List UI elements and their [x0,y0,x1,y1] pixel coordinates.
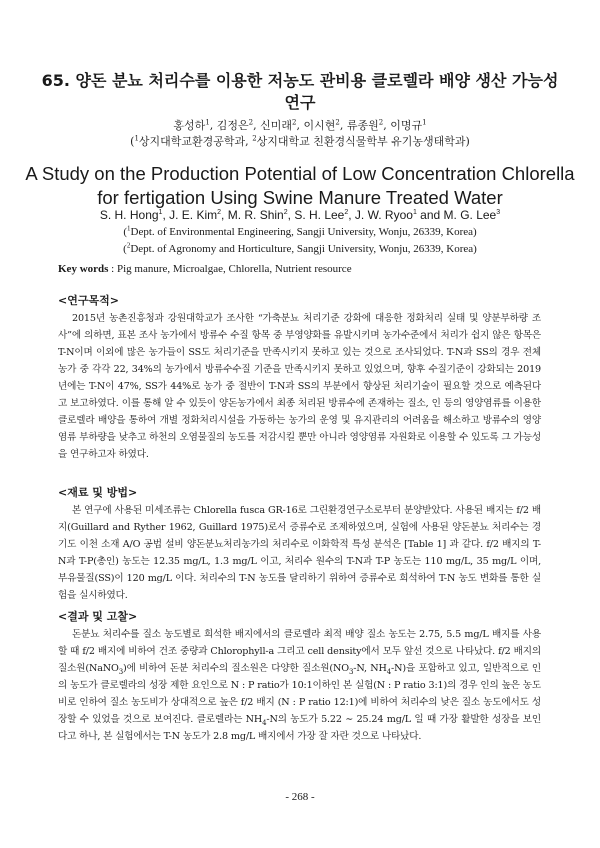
korean-authors: 홍성하$^1$, 김정은$^2$, 신미래$^2$, 이시현$^2$, 류종원$^2$, 이명규$^1$ [173,118,427,132]
subscript: 3 [348,667,354,676]
section-title-methods: <재료 및 방법> [58,486,138,499]
section-title-purpose: <연구목적> [58,294,119,307]
paren-open: ( [123,226,127,238]
keywords-text: Pig manure, Microalgae, Chlorella, Nutrient resource [116,263,352,275]
author-separator: and [416,208,444,222]
author-en: S. H. Hong [99,208,159,222]
results-paragraph [58,626,541,745]
english-authors [40,207,560,223]
results-text: )에 비하여 돈분 처리수의 질소원은 다양한 질소원(NO [123,663,349,674]
author-en-affil-mark: 2 [217,209,222,216]
author-ko-affil-mark: 1 [205,118,210,127]
paren-open: ( [130,135,135,148]
affiliation-text: Dept. of Environmental Engineering, Sangji University, Wonju, 26339, Korea) [130,226,477,238]
subscript: 3 [118,667,124,676]
korean-affiliation [40,134,560,150]
affiliation-text: Dept. of Agronomy and Horticulture, Sangji University, Wonju, 26339, Korea) [130,243,477,255]
author-en-affil-mark: 1 [158,209,163,216]
author-ko: 류종원 [346,119,379,132]
section-title-results: <결과 및 고찰> [58,610,138,623]
page-number: - 268 - [285,791,315,803]
author-ko: 이명규 [390,119,423,132]
affil-mark: 2 [126,241,131,250]
subscript: 4 [262,718,267,727]
affiliation-1-ko: 상지대학교환경공학과, [138,135,253,148]
subscript: 4 [386,667,392,676]
author-separator: , [348,208,355,222]
korean-title: 65. 양돈 분뇨 처리수를 이용한 저농도 관비용 클로렐라 배양 생산 가능성 연구 [41,71,559,112]
author-en-affil-mark: 1 [412,209,417,216]
author-en: S. H. Lee [294,208,345,222]
author-ko-affil-mark: 2 [292,118,297,127]
author-en-affil-mark: 2 [283,209,288,216]
paren-open: ( [123,243,127,255]
author-en-affil-mark: 3 [496,209,501,216]
english-affiliation-2 [40,242,560,257]
author-en: J. E. Kim [169,208,218,222]
author-separator: , [221,208,228,222]
purpose-paragraph: 2015년 농촌진흥청과 강원대학교가 조사한 “가축분뇨 처리기준 강화에 대응한 정화처리 실태 및 양분부하량 조사”에 의하면, 표본 조사 농가에서 방류수 수질 항목 중 부영양화를 유발시키며 농가수준에서 처리가 쉽지 않은 항목은 T-N이며 이외에 많은 농가들이 SS도 처리기준을 만족시키지 못하고 있는 것으로 조사되었다. T-N과 SS의 경우 전체 농가 중 각각 22, 34%의 농가에서 방류수수질 기준을 만족시키지 못하고 있었으며, 향후 수질기준이 강화되는 2019년에는 T-N이 47%, SS가 44%로 농가 중 절반이 T-N과 SS의 부분에서 향상된 처리기술이 필요할 것으로 예측된다고 보고하였다. 이를 통해 알 수 있듯이 양돈농가에서 최종 처리된 방류수에 존재하는 질소, 인 등의 영양염류를 이용한 클로렐라 배양을 통하여 개별 정화처리시설을 가동하는 농가의 운영 및 유지관리의 어려움을 해소하고 방류수의 영양염류 부하량을 낮추고 하천의 오염물질의 농도를 저감시킬 뿐만 아니라 영양염류 자원화로 이용할 수 있도록 그 가능성을 연구하고자 하였다. [58,313,541,460]
affil-mark: 2 [252,134,257,143]
author-en: M. R. Shin [227,208,284,222]
author-en: M. G. Lee [443,208,497,222]
affil-mark: 1 [127,224,131,233]
author-ko: 이시현 [303,119,336,132]
keywords-separator: : [108,263,117,275]
author-ko-affil-mark: 2 [248,118,254,127]
english-title: A Study on the Production Potential of Low Concentration Chlorella for fertigation Using Swine Manure Treated Water [25,163,575,208]
author-ko: 홍성하 [173,119,206,132]
affil-mark: 1 [134,134,139,143]
results-text: 돈분뇨 처리수를 질소 농도별로 희석한 배지에서의 클로렐라 최적 배양 질소 농도는 2.75, 5.5 mg/L 배지를 사용할 때 f/2 배지에 비하여 건조 중량과 Chlorophyll-a 그리고 cell density에서 모두 앞선 것으로 나타났다. f/2 배지의 질소원(NaNO [58,629,541,674]
results-text: -N의 농도가 5.22 ∼ 25.24 mg/L 일 때 가장 활발한 성장을 보인다고 하나, 본 실험에서는 T-N 농도가 2.8 mg/L 배지에서 가장 잘 자란 것으로 나타났다. [58,714,542,742]
affiliation-2-ko: 상지대학교 친환경식물학부 유기농생태학과) [256,135,470,148]
results-text: -N, NH [353,663,387,674]
keywords-label: Key words [58,263,109,275]
author-ko: 신미래 [260,119,293,132]
english-affiliation-1 [40,225,560,240]
author-ko-affil-mark: 2 [378,118,384,127]
author-ko-affil-mark: 1 [422,118,427,127]
author-separator: , [287,208,295,222]
author-en: J. W. Ryoo [354,208,413,222]
author-ko: 김정은 [216,119,249,132]
results-text: -N)을 포함하고 있고, 일반적으로 인의 농도가 클로렐라의 성장 제한 요인으로 N : P ratio가 10:1이하인 본 실험(N : P ratio 3:1)의 경우 인의 높은 농도비로 인하여 질소 농도비가 상대적으로 높은 f/2 배지 (N : P ratio 12:1)에 비하여 처리수의 낮은 질소 농도에서도 성장할 수 있었을 것으로 보여진다. 클로렐라는 NH [58,663,541,725]
methods-paragraph: 본 연구에 사용된 미세조류는 Chlorella fusca GR-16로 그린환경연구소로부터 분양받았다. 사용된 배지는 f/2 배지(Guillard and Ryther 1962, Guillard 1975)로서 증류수로 조제하였으며, 실험에 사용된 양돈분뇨 처리수는 경기도 이천 소재 A/O 공법 설비 양돈분뇨처리농가의 처리수로 이화학적 특성 분석은 [Table 1] 과 같다. f/2 배지의 T-N과 T-P(총인) 농도는 12.35 mg/L, 1.3 mg/L 이고, 처리수 원수의 T-N과 T-P 농도는 110 mg/L, 35 mg/L 이며, 부유물질(SS)이 120 mg/L 이다. 처리수의 T-N 농도를 달리하기 위하여 증류수로 희석하여 T-N 농도 변화를 통한 실험을 실시하였다. [58,505,541,601]
author-separator: , [162,208,170,222]
author-en-affil-mark: 2 [344,209,349,216]
keywords [58,262,558,277]
author-ko-affil-mark: 2 [335,118,340,127]
